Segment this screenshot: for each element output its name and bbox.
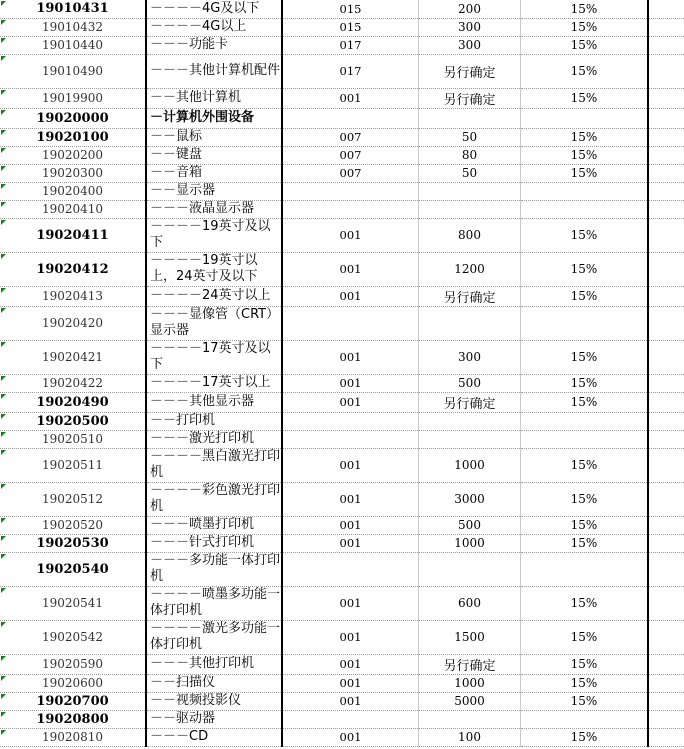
cell-empty[interactable] [648, 710, 684, 728]
cell-tax-rate[interactable]: 15% [521, 534, 649, 552]
cell-value[interactable]: 5000 [419, 692, 521, 710]
cell-unit-code[interactable] [282, 710, 419, 728]
cell-unit-code[interactable]: 001 [282, 586, 419, 620]
cell-unit-code[interactable]: 017 [282, 54, 419, 88]
cell-tax-rate[interactable]: 15% [521, 728, 649, 746]
cell-tariff-code[interactable]: 19020600 [0, 674, 146, 692]
table-row [0, 516, 684, 534]
cell-tariff-code[interactable]: 19020411 [0, 218, 146, 252]
cell-empty[interactable] [648, 516, 684, 534]
cell-item-name[interactable]: －－－功能卡 [146, 36, 282, 54]
cell-empty[interactable] [648, 146, 684, 164]
cell-empty[interactable] [648, 654, 684, 674]
cell-item-name[interactable]: －－其他计算机 [146, 88, 282, 108]
cell-unit-code[interactable]: 001 [282, 286, 419, 306]
cell-item-name[interactable]: －计算机外围设备 [146, 108, 282, 128]
cell-unit-code[interactable]: 001 [282, 252, 419, 286]
cell-tax-rate[interactable] [521, 430, 649, 448]
cell-unit-code[interactable]: 001 [282, 340, 419, 374]
cell-item-name[interactable]: －－扫描仪 [146, 674, 282, 692]
table-row [0, 586, 684, 620]
cell-unit-code[interactable]: 015 [282, 0, 419, 18]
cell-item-name[interactable]: －－－其他计算机配件 [146, 54, 282, 88]
cell-item-name[interactable]: －－视频投影仪 [146, 692, 282, 710]
cell-tax-rate[interactable] [521, 552, 649, 586]
cell-empty[interactable] [648, 586, 684, 620]
cell-empty[interactable] [648, 374, 684, 392]
cell-unit-code[interactable]: 007 [282, 146, 419, 164]
table-row [0, 146, 684, 164]
cell-tariff-code[interactable]: 19020810 [0, 728, 146, 746]
cell-item-name[interactable]: －－－－19英寸及以下 [146, 218, 282, 252]
cell-tariff-code[interactable]: 19020100 [0, 128, 146, 146]
cell-tariff-code[interactable]: 19020422 [0, 374, 146, 392]
cell-empty[interactable] [648, 286, 684, 306]
cell-unit-code[interactable] [282, 412, 419, 430]
cell-unit-code[interactable]: 015 [282, 18, 419, 36]
table-row [0, 534, 684, 552]
cell-item-name[interactable]: －－－喷墨打印机 [146, 516, 282, 534]
cell-tax-rate[interactable]: 15% [521, 88, 649, 108]
cell-unit-code[interactable] [282, 552, 419, 586]
cell-tax-rate[interactable] [521, 306, 649, 340]
cell-unit-code[interactable]: 001 [282, 448, 419, 482]
cell-empty[interactable] [648, 252, 684, 286]
cell-unit-code[interactable] [282, 430, 419, 448]
cell-tariff-code[interactable]: 19020511 [0, 448, 146, 482]
cell-tax-rate[interactable]: 15% [521, 0, 649, 18]
cell-value[interactable] [419, 430, 521, 448]
cell-value[interactable] [419, 710, 521, 728]
cell-item-name[interactable]: －－键盘 [146, 146, 282, 164]
table-row [0, 374, 684, 392]
cell-tariff-code[interactable]: 19020420 [0, 306, 146, 340]
cell-empty[interactable] [648, 54, 684, 88]
cell-tax-rate[interactable]: 15% [521, 164, 649, 182]
cell-tariff-code[interactable]: 19020530 [0, 534, 146, 552]
cell-empty[interactable] [648, 18, 684, 36]
cell-value[interactable]: 100 [419, 728, 521, 746]
table-row [0, 218, 684, 252]
table-row [0, 286, 684, 306]
cell-value[interactable]: 3000 [419, 482, 521, 516]
cell-item-name[interactable]: －－－－4G及以下 [146, 0, 282, 18]
cell-unit-code[interactable]: 001 [282, 374, 419, 392]
table-row [0, 164, 684, 182]
table-row [0, 710, 684, 728]
table-row [0, 692, 684, 710]
cell-value[interactable]: 1000 [419, 674, 521, 692]
cell-empty[interactable] [648, 620, 684, 654]
cell-unit-code[interactable]: 001 [282, 692, 419, 710]
cell-unit-code[interactable]: 001 [282, 534, 419, 552]
cell-unit-code[interactable]: 007 [282, 128, 419, 146]
cell-item-name[interactable]: －－－CD [146, 728, 282, 746]
cell-item-name[interactable]: －－－激光打印机 [146, 430, 282, 448]
cell-item-name[interactable]: －－－－喷墨多功能一体打印机 [146, 586, 282, 620]
cell-value[interactable]: 另行确定 [419, 88, 521, 108]
cell-empty[interactable] [648, 430, 684, 448]
cell-value[interactable]: 1500 [419, 620, 521, 654]
cell-tariff-code[interactable]: 19020421 [0, 340, 146, 374]
cell-item-name[interactable]: －－－其他打印机 [146, 654, 282, 674]
cell-value[interactable]: 1000 [419, 534, 521, 552]
cell-tariff-code[interactable]: 19020540 [0, 552, 146, 586]
cell-item-name[interactable]: －－－－17英寸以上 [146, 374, 282, 392]
cell-item-name[interactable]: －－－－17英寸及以下 [146, 340, 282, 374]
cell-tariff-code[interactable]: 19020542 [0, 620, 146, 654]
cell-value[interactable] [419, 108, 521, 128]
cell-tariff-code[interactable]: 19020700 [0, 692, 146, 710]
cell-value[interactable]: 50 [419, 128, 521, 146]
cell-value[interactable]: 另行确定 [419, 392, 521, 412]
cell-unit-code[interactable] [282, 108, 419, 128]
cell-value[interactable]: 50 [419, 164, 521, 182]
cell-item-name[interactable]: －－驱动器 [146, 710, 282, 728]
table-row [0, 448, 684, 482]
cell-item-name[interactable]: －－－液晶显示器 [146, 200, 282, 218]
cell-unit-code[interactable] [282, 200, 419, 218]
cell-unit-code[interactable]: 001 [282, 674, 419, 692]
table-row [0, 340, 684, 374]
cell-tax-rate[interactable]: 15% [521, 54, 649, 88]
cell-tax-rate[interactable]: 15% [521, 516, 649, 534]
table-row [0, 128, 684, 146]
cell-item-name[interactable]: －－－－黑白激光打印机 [146, 448, 282, 482]
cell-value[interactable]: 300 [419, 340, 521, 374]
cell-empty[interactable] [648, 340, 684, 374]
cell-item-name[interactable]: －－－显像管（CRT）显示器 [146, 306, 282, 340]
cell-unit-code[interactable]: 001 [282, 392, 419, 412]
cell-tax-rate[interactable]: 15% [521, 674, 649, 692]
cell-value[interactable] [419, 552, 521, 586]
cell-tariff-code[interactable]: 19010432 [0, 18, 146, 36]
cell-tariff-code[interactable]: 19020410 [0, 200, 146, 218]
cell-tariff-code[interactable]: 19020510 [0, 430, 146, 448]
cell-value[interactable]: 1000 [419, 448, 521, 482]
cell-tariff-code[interactable]: 19020200 [0, 146, 146, 164]
table-row [0, 200, 684, 218]
table-row [0, 252, 684, 286]
cell-unit-code[interactable]: 001 [282, 516, 419, 534]
cell-empty[interactable] [648, 482, 684, 516]
cell-tariff-code[interactable]: 19020490 [0, 392, 146, 412]
cell-tax-rate[interactable]: 15% [521, 692, 649, 710]
cell-empty[interactable] [648, 392, 684, 412]
cell-empty[interactable] [648, 448, 684, 482]
cell-empty[interactable] [648, 218, 684, 252]
cell-item-name[interactable]: －－－多功能一体打印机 [146, 552, 282, 586]
cell-tariff-code[interactable]: 19020000 [0, 108, 146, 128]
table-row [0, 108, 684, 128]
cell-unit-code[interactable]: 001 [282, 620, 419, 654]
cell-tariff-code[interactable]: 19020400 [0, 182, 146, 200]
table-row [0, 552, 684, 586]
table-row [0, 430, 684, 448]
cell-tariff-code[interactable]: 19020412 [0, 252, 146, 286]
cell-item-name[interactable]: －－显示器 [146, 182, 282, 200]
cell-tax-rate[interactable]: 15% [521, 620, 649, 654]
cell-tariff-code[interactable]: 19020413 [0, 286, 146, 306]
cell-tax-rate[interactable]: 15% [521, 392, 649, 412]
cell-empty[interactable] [648, 164, 684, 182]
cell-unit-code[interactable]: 001 [282, 654, 419, 674]
cell-empty[interactable] [648, 412, 684, 430]
cell-tax-rate[interactable]: 15% [521, 340, 649, 374]
cell-value[interactable] [419, 412, 521, 430]
cell-empty[interactable] [648, 674, 684, 692]
cell-empty[interactable] [648, 728, 684, 746]
cell-value[interactable]: 600 [419, 586, 521, 620]
cell-empty[interactable] [648, 182, 684, 200]
cell-value[interactable]: 另行确定 [419, 286, 521, 306]
cell-unit-code[interactable] [282, 182, 419, 200]
cell-item-name[interactable]: －－－－19英寸以上，24英寸及以下 [146, 252, 282, 286]
cell-value[interactable] [419, 306, 521, 340]
cell-tax-rate[interactable]: 15% [521, 286, 649, 306]
cell-empty[interactable] [648, 108, 684, 128]
cell-value[interactable] [419, 182, 521, 200]
cell-tax-rate[interactable]: 15% [521, 128, 649, 146]
cell-value[interactable]: 另行确定 [419, 654, 521, 674]
cell-tariff-code[interactable]: 19020520 [0, 516, 146, 534]
cell-tax-rate[interactable]: 15% [521, 448, 649, 482]
table-row [0, 36, 684, 54]
cell-value[interactable]: 200 [419, 0, 521, 18]
cell-unit-code[interactable]: 001 [282, 88, 419, 108]
cell-tax-rate[interactable]: 15% [521, 218, 649, 252]
cell-empty[interactable] [648, 534, 684, 552]
cell-tariff-code[interactable]: 19020512 [0, 482, 146, 516]
cell-empty[interactable] [648, 692, 684, 710]
cell-unit-code[interactable]: 001 [282, 482, 419, 516]
cell-item-name[interactable]: －－－针式打印机 [146, 534, 282, 552]
cell-tariff-code[interactable]: 19020590 [0, 654, 146, 674]
cell-unit-code[interactable]: 007 [282, 164, 419, 182]
cell-item-name[interactable]: －－－－4G以上 [146, 18, 282, 36]
cell-empty[interactable] [648, 306, 684, 340]
table-row [0, 620, 684, 654]
cell-value[interactable]: 500 [419, 516, 521, 534]
table-row [0, 18, 684, 36]
cell-item-name[interactable]: －－－－激光多功能一体打印机 [146, 620, 282, 654]
cell-empty[interactable] [648, 36, 684, 54]
cell-tax-rate[interactable]: 15% [521, 146, 649, 164]
cell-empty[interactable] [648, 128, 684, 146]
cell-item-name[interactable]: －－－－彩色激光打印机 [146, 482, 282, 516]
cell-tariff-code[interactable]: 19010440 [0, 36, 146, 54]
cell-value[interactable]: 1200 [419, 252, 521, 286]
cell-tax-rate[interactable]: 15% [521, 482, 649, 516]
cell-value[interactable]: 300 [419, 18, 521, 36]
cell-tariff-code[interactable]: 19020500 [0, 412, 146, 430]
cell-tariff-code[interactable]: 19020800 [0, 710, 146, 728]
cell-tariff-code[interactable]: 19020300 [0, 164, 146, 182]
table-row [0, 674, 684, 692]
cell-empty[interactable] [648, 200, 684, 218]
cell-empty[interactable] [648, 0, 684, 18]
cell-tax-rate[interactable]: 15% [521, 654, 649, 674]
table-row [0, 54, 684, 88]
cell-tax-rate[interactable]: 15% [521, 18, 649, 36]
cell-item-name[interactable]: －－－其他显示器 [146, 392, 282, 412]
cell-tariff-code[interactable]: 19019900 [0, 88, 146, 108]
cell-tax-rate[interactable]: 15% [521, 586, 649, 620]
table-row [0, 182, 684, 200]
cell-tariff-code[interactable]: 19010431 [0, 0, 146, 18]
cell-tax-rate[interactable] [521, 710, 649, 728]
cell-value[interactable]: 另行确定 [419, 54, 521, 88]
table-row [0, 412, 684, 430]
cell-tariff-code[interactable]: 19020541 [0, 586, 146, 620]
table-row [0, 728, 684, 746]
table-row [0, 306, 684, 340]
cell-tax-rate[interactable] [521, 108, 649, 128]
cell-tax-rate[interactable] [521, 182, 649, 200]
cell-tax-rate[interactable]: 15% [521, 36, 649, 54]
cell-value[interactable]: 800 [419, 218, 521, 252]
cell-tax-rate[interactable] [521, 200, 649, 218]
cell-value[interactable]: 80 [419, 146, 521, 164]
cell-unit-code[interactable]: 001 [282, 728, 419, 746]
cell-empty[interactable] [648, 88, 684, 108]
cell-tariff-code[interactable]: 19010490 [0, 54, 146, 88]
cell-value[interactable] [419, 200, 521, 218]
table-row [0, 654, 684, 674]
cell-unit-code[interactable]: 017 [282, 36, 419, 54]
cell-unit-code[interactable]: 001 [282, 218, 419, 252]
table-row [0, 0, 684, 18]
table-row [0, 392, 684, 412]
table-row [0, 88, 684, 108]
cell-tax-rate[interactable] [521, 412, 649, 430]
cell-unit-code[interactable] [282, 306, 419, 340]
cell-item-name[interactable]: －－－－24英寸以上 [146, 286, 282, 306]
cell-item-name[interactable]: －－音箱 [146, 164, 282, 182]
cell-value[interactable]: 500 [419, 374, 521, 392]
cell-value[interactable]: 300 [419, 36, 521, 54]
cell-item-name[interactable]: －－鼠标 [146, 128, 282, 146]
cell-item-name[interactable]: －－打印机 [146, 412, 282, 430]
cell-tax-rate[interactable]: 15% [521, 374, 649, 392]
cell-empty[interactable] [648, 552, 684, 586]
cell-tax-rate[interactable]: 15% [521, 252, 649, 286]
table-row [0, 482, 684, 516]
